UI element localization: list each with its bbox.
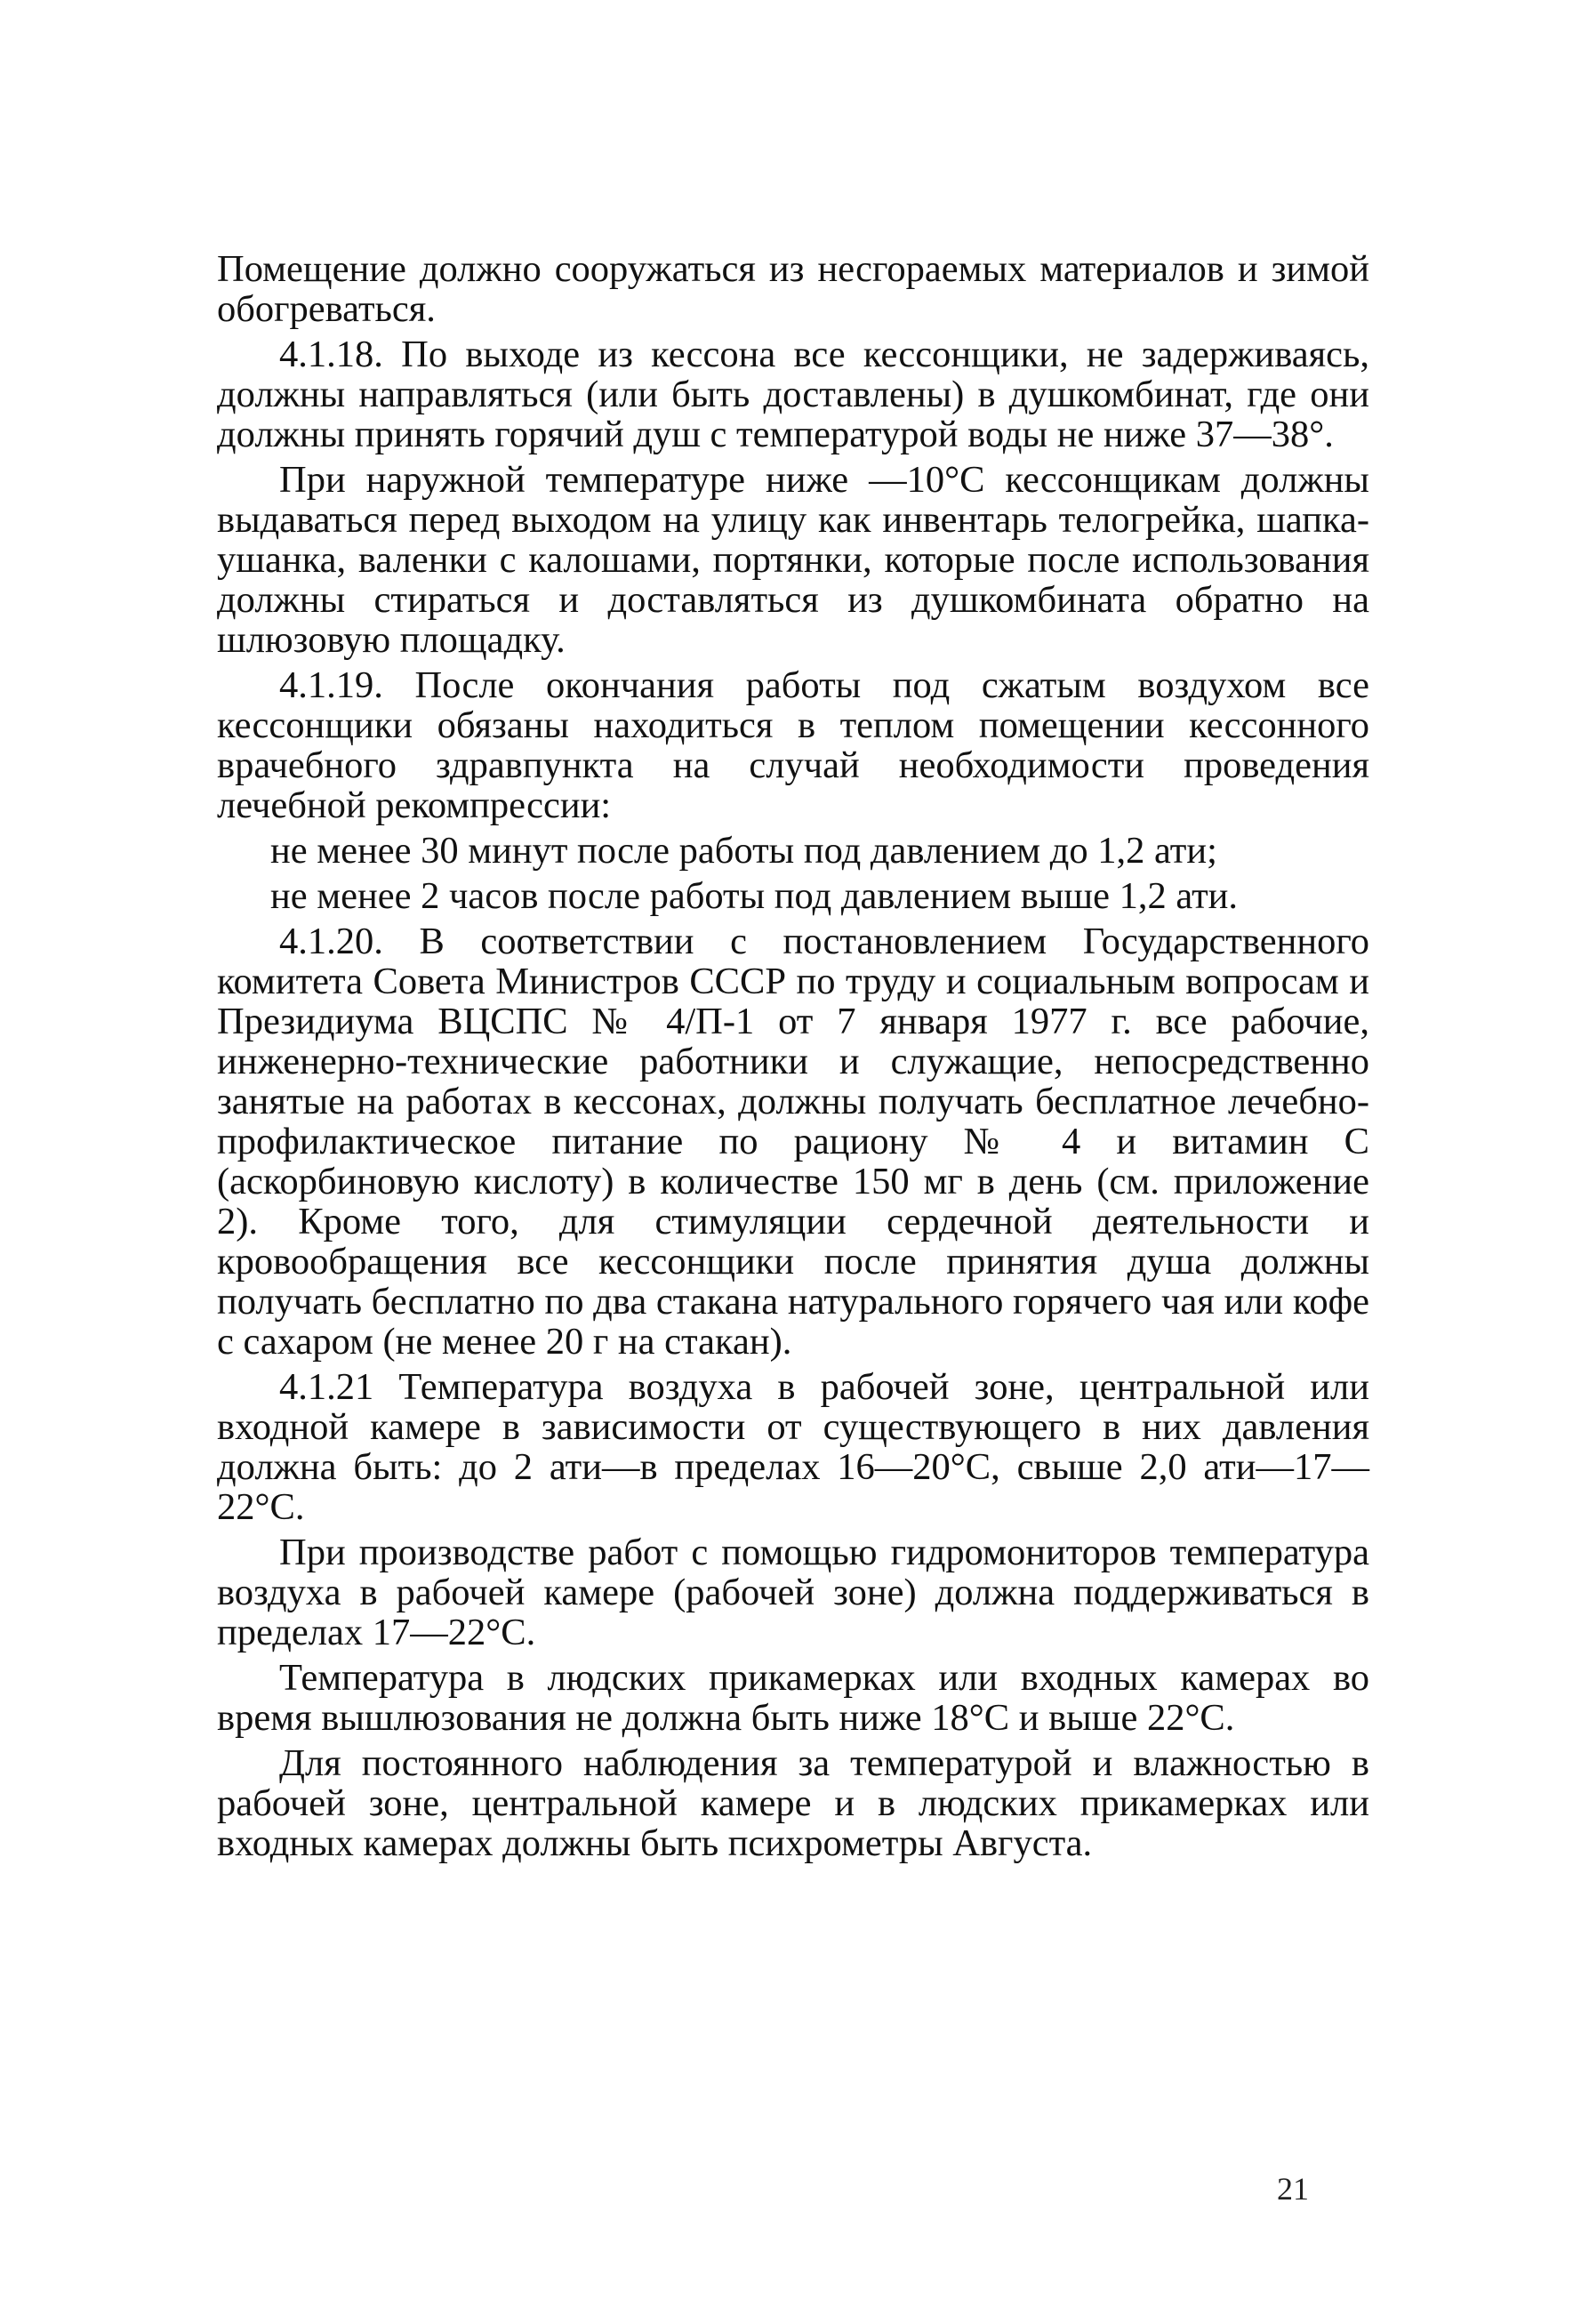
paragraph-4-1-20: 4.1.20. В соответствии с постановлением Государственного комитета Совета Министров СССР по труду и социальным вопросам и Президиума ВЦСПС № 4/П-1 от 7 января 1977 г. все рабочие, инженерно-технические работники и служащие, непосредственно занятые на работах в кессонах, должны получать бесплатное лечебно-профилактическое питание по рациону № 4 и витамин С (аскорбиновую кислоту) в количестве 150 мг в день (см. приложение 2). Кроме того, для стимуляции сердечной деятельности и кровообращения все кессонщики после принятия душа должны получать бесплатно по два стакана натурального горячего чая или кофе с сахаром (не менее 20 г на стакан). [217, 921, 1369, 1363]
paragraph-outdoor-temperature: При наружной температуре ниже —10°С кессонщикам должны выдаваться перед выходом на улицу как инвентарь телогрейка, шапка-ушанка, валенки с калошами, портянки, которые после использования должны стираться и доставляться из душкомбината обратно на шлюзовую площадку. [217, 459, 1369, 661]
paragraph-4-1-21: 4.1.21 Температура воздуха в рабочей зоне, центральной или входной камере в зависимости от существующего в них давления должна быть: до 2 ати—в пределах 16—20°С, свыше 2,0 ати—17—22°С. [217, 1366, 1369, 1528]
body-text [217, 249, 1369, 1869]
list-item-2-hours: не менее 2 часов после работы под давлением выше 1,2 ати. [270, 875, 1239, 917]
paragraph-psychrometers: Для постоянного наблюдения за температурой и влажностью в рабочей зоне, центральной камере и в людских прикамерках или входных камерах должны быть психрометры Августа. [217, 1742, 1369, 1864]
paragraph-hydromonitors: При производстве работ с помощью гидромониторов температура воздуха в рабочей камере (рабочей зоне) должна поддерживаться в пределах 17—22°С. [217, 1532, 1369, 1653]
list-item-30-minutes: не менее 30 минут после работы под давлением до 1,2 ати; [270, 830, 1217, 872]
paragraph-prechamber-temperature: Температура в людских прикамерках или входных камерах во время вышлюзования не должна быть ниже 18°С и выше 22°С. [217, 1657, 1369, 1739]
paragraph-continuation: Помещение должно сооружаться из несгораемых материалов и зимой обогреваться. [217, 248, 1369, 330]
paragraph-4-1-19: 4.1.19. После окончания работы под сжатым воздухом все кессонщики обязаны находиться в теплом помещении кессонного врачебного здравпункта на случай необходимости проведения лечебной рекомпрессии: [217, 664, 1369, 826]
page-number: 21 [1277, 2171, 1309, 2207]
paragraph-4-1-18: 4.1.18. По выходе из кессона все кессонщики, не задерживаясь, должны направляться (или быть доставлены) в душкомбинат, где они должны принять горячий душ с температурой воды не ниже 37—38°. [217, 334, 1369, 455]
